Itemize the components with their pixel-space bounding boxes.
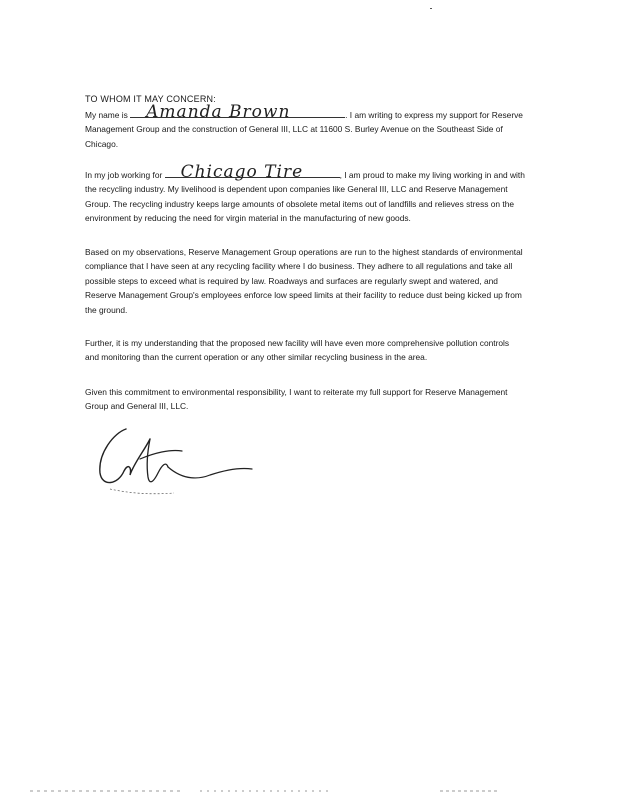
intro-rest: . I am writing to express my support for Reserve Management Group and the construction of General III, LLC at 11600 S. Burley Avenue on the Southeast Side of Chicago.: [85, 110, 523, 149]
paragraph-observations: Based on my observations, Reserve Management Group operations are run to the highest standards of environmental compliance that I have seen at any recycling facility where I do business. They adhere to all regulations and take all possible steps to exceed what is required by law. Roadways and surfaces are regularly swept and watered, and Reserve Management Group's employees enforce low speed limits at their facility to reduce dust being kicked up from the ground.: [85, 247, 523, 315]
salutation: TO WHOM IT MAY CONCERN:: [85, 94, 216, 104]
scan-footer-noise: [30, 789, 500, 793]
paragraph-closing: Given this commitment to environmental responsibility, I want to reiterate my full support for Reserve Management Group and General III, LLC.: [85, 387, 508, 412]
paragraph-introduction: [85, 101, 525, 151]
employment-lead: In my job working for: [85, 170, 163, 180]
signature-image: [88, 423, 258, 503]
scan-speck: [430, 8, 432, 9]
paragraph-employment: [85, 161, 525, 226]
handwritten-employer: Chicago Tire: [180, 161, 304, 182]
employer-blank: [165, 161, 340, 182]
employment-rest: , I am proud to make my living working in and with the recycling industry. My livelihood is dependent upon companies like General III, LLC and Reserve Management Group. The recycling industry keeps large amounts of obsolete metal items out of landfills and relieves stress on the environment by reducing the need for virgin material in the manufacturing of new goods.: [85, 170, 525, 224]
intro-lead: My name is: [85, 110, 128, 120]
paragraph-understanding: Further, it is my understanding that the proposed new facility will have even more comprehensive pollution controls and monitoring than the current operation or any other similar recycling business in the area.: [85, 338, 510, 363]
name-blank: [130, 101, 345, 122]
handwritten-name: Amanda Brown: [146, 101, 291, 122]
